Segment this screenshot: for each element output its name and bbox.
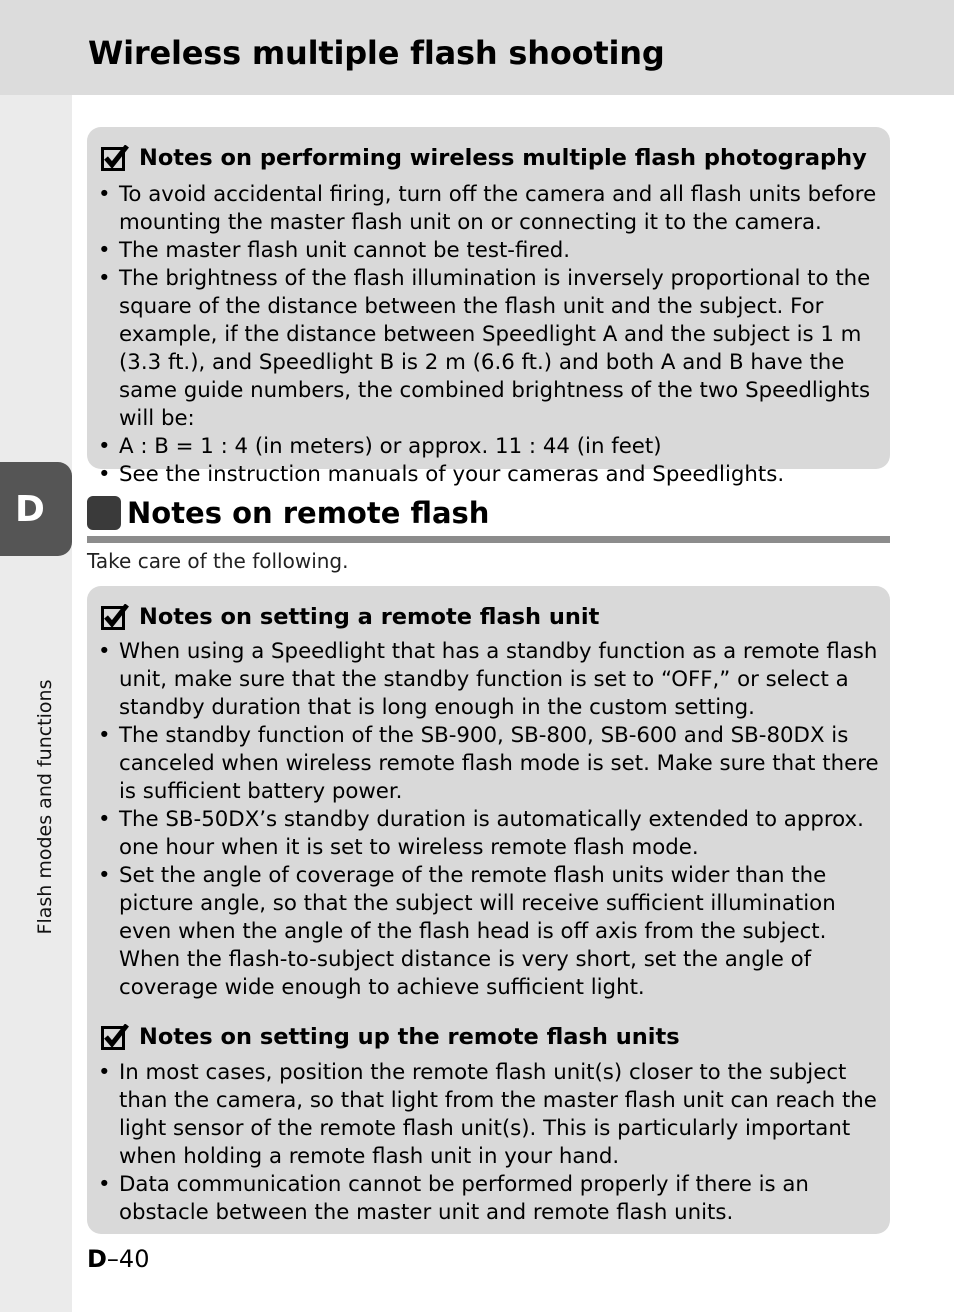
page-title: Wireless multiple flash shooting <box>88 34 665 72</box>
section-divider <box>87 536 890 543</box>
list-item: • The standby function of the SB-900, SB-800, SB-600 and SB-80DX is canceled when wireless remote flash mode is set. Make sure that there is sufficient battery power. <box>98 722 883 806</box>
note-box-remote-flash <box>87 586 890 1234</box>
page-number <box>87 1245 149 1273</box>
note-title <box>101 1024 680 1050</box>
list-item: • The brightness of the flash illumination is inversely proportional to the square of the distance between the flash unit and the subject. For example, if the distance between Speedlight A and the subject is 1 m (3.3 ft.), and Speedlight B is 2 m (6.6 ft.) and both A and B have the same guide numbers, the combined brightness of the two Speedlights will be: <box>98 265 883 433</box>
note-title <box>101 145 867 171</box>
note-box-wireless-flash <box>87 127 890 487</box>
section-heading <box>87 496 489 530</box>
checkmark-icon <box>101 145 129 171</box>
checkmark-icon <box>101 1024 129 1050</box>
chapter-tab <box>0 462 72 556</box>
section-intro: Take care of the following. <box>87 549 349 573</box>
chapter-label: Flash modes and functions <box>34 679 56 935</box>
note-bullet-list <box>98 638 883 1002</box>
list-item: • When using a Speedlight that has a standby function as a remote flash unit, make sure that the standby function is set to “OFF,” or select a standby duration that is long enough in the custom setting. <box>98 638 883 722</box>
note-title-text: Notes on setting a remote flash unit <box>139 604 600 630</box>
page-number-value: –40 <box>106 1245 150 1273</box>
page-header <box>0 0 954 95</box>
note-title-text: Notes on setting up the remote flash units <box>139 1024 680 1050</box>
list-item: • Data communication cannot be performed properly if there is an obstacle between the master unit and remote flash units. <box>98 1171 883 1227</box>
list-item: • A : B = 1 : 4 (in meters) or approx. 11 : 44 (in feet) <box>98 433 883 461</box>
list-item: • To avoid accidental firing, turn off the camera and all flash units before mounting the master flash unit on or connecting it to the camera. <box>98 181 883 237</box>
list-item: • The master flash unit cannot be test-fired. <box>98 237 883 265</box>
list-item: • In most cases, position the remote flash unit(s) closer to the subject than the camera, so that light from the master flash unit can reach the light sensor of the remote flash unit(s). This is particularly important when holding a remote flash unit in your hand. <box>98 1059 883 1171</box>
note-title-text: Notes on performing wireless multiple flash photography <box>139 145 867 171</box>
section-square-icon <box>87 496 121 530</box>
page-number-letter: D <box>87 1245 107 1273</box>
list-item: • See the instruction manuals of your cameras and Speedlights. <box>98 461 883 489</box>
note-bullet-list <box>98 1059 883 1227</box>
section-title: Notes on remote flash <box>127 496 490 530</box>
checkmark-icon <box>101 604 129 630</box>
note-bullet-list <box>98 181 883 489</box>
list-item: • The SB-50DX’s standby duration is automatically extended to approx. one hour when it is set to wireless remote flash mode. <box>98 806 883 862</box>
list-item: • Set the angle of coverage of the remote flash units wider than the picture angle, so that the subject will receive sufficient illumination even when the angle of the flash head is off axis from the subject. When the flash-to-subject distance is very short, set the angle of coverage wide enough to achieve sufficient light. <box>98 862 883 1002</box>
side-strip <box>0 95 72 1312</box>
note-title <box>101 604 599 630</box>
chapter-letter: D <box>15 488 45 530</box>
